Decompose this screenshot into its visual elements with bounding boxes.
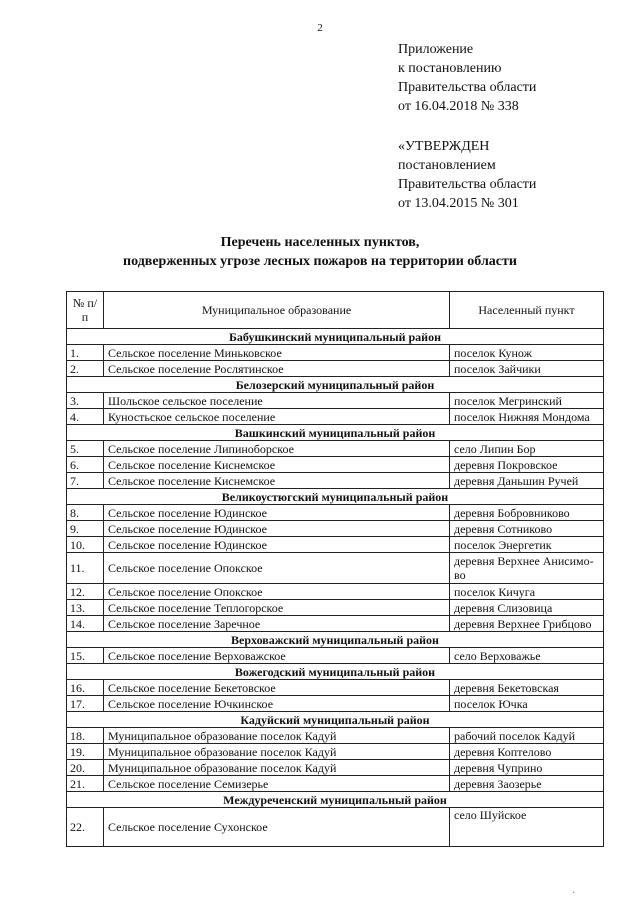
row-settlement: деревня Заозерье <box>450 776 604 792</box>
table-row <box>67 584 604 600</box>
row-municipality: Сельское поселение Ючкинское <box>104 696 450 712</box>
table-row <box>67 409 604 425</box>
row-settlement: поселок Зайчики <box>450 361 604 377</box>
district-row <box>67 632 604 648</box>
row-num: 19. <box>67 744 104 760</box>
row-settlement: деревня Чуприно <box>450 760 604 776</box>
row-municipality: Сельское поселение Рослятинское <box>104 361 450 377</box>
district-name: Вожегодский муниципальный район <box>67 664 604 680</box>
row-settlement: деревня Верхнее Анисимо-во <box>450 553 604 584</box>
row-num: 9. <box>67 521 104 537</box>
row-municipality: Сельское поселение Теплогорское <box>104 600 450 616</box>
district-row <box>67 712 604 728</box>
approval-block <box>398 137 536 213</box>
row-settlement: деревня Верхнее Грибцово <box>450 616 604 632</box>
title-line: Перечень населенных пунктов, <box>220 235 420 250</box>
district-row <box>67 664 604 680</box>
district-name: Белозерский муниципальный район <box>67 377 604 393</box>
header-settlement: Населенный пункт <box>450 292 604 329</box>
document-title <box>0 233 640 271</box>
table-header-row <box>67 292 604 329</box>
approval-line: постановлением <box>398 158 496 173</box>
row-municipality: Сельское поселение Юдинское <box>104 537 450 553</box>
row-settlement: деревня Бобровниково <box>450 505 604 521</box>
row-settlement: деревня Слизовица <box>450 600 604 616</box>
row-municipality: Шольское сельское поселение <box>104 393 450 409</box>
page-number: 2 <box>317 22 323 34</box>
row-municipality: Куностьское сельское поселение <box>104 409 450 425</box>
appendix-line: от 16.04.2018 № 338 <box>398 99 519 114</box>
district-name: Кадуйский муниципальный район <box>67 712 604 728</box>
row-num: 12. <box>67 584 104 600</box>
appendix-line: к постановлению <box>398 61 502 76</box>
district-row <box>67 489 604 505</box>
table-row <box>67 521 604 537</box>
row-num: 14. <box>67 616 104 632</box>
row-num: 11. <box>67 553 104 584</box>
district-name: Бабушкинский муниципальный район <box>67 329 604 345</box>
row-municipality: Сельское поселение Сухонское <box>104 808 450 847</box>
row-num: 6. <box>67 457 104 473</box>
row-settlement: поселок Кунож <box>450 345 604 361</box>
row-municipality: Сельское поселение Юдинское <box>104 505 450 521</box>
row-num: 5. <box>67 441 104 457</box>
table-row <box>67 441 604 457</box>
district-name: Междуреченский муниципальный район <box>67 792 604 808</box>
table-row <box>67 616 604 632</box>
row-settlement: поселок Мегринский <box>450 393 604 409</box>
table-row <box>67 537 604 553</box>
approval-line: от 13.04.2015 № 301 <box>398 196 519 211</box>
row-num: 18. <box>67 728 104 744</box>
row-num: 13. <box>67 600 104 616</box>
row-municipality: Сельское поселение Липиноборское <box>104 441 450 457</box>
row-settlement: поселок Нижняя Мондома <box>450 409 604 425</box>
table-row <box>67 680 604 696</box>
settlements-table <box>66 291 604 847</box>
row-num: 15. <box>67 648 104 664</box>
row-num: 22. <box>67 808 104 847</box>
appendix-block <box>398 40 536 116</box>
row-municipality: Сельское поселение Киснемское <box>104 457 450 473</box>
appendix-line: Правительства области <box>398 80 537 95</box>
header-num: № п/п <box>67 292 104 329</box>
row-municipality: Сельское поселение Опокское <box>104 553 450 584</box>
row-num: 1. <box>67 345 104 361</box>
row-municipality: Муниципальное образование поселок Кадуй <box>104 760 450 776</box>
table-row <box>67 776 604 792</box>
row-municipality: Сельское поселение Семизерье <box>104 776 450 792</box>
row-municipality: Сельское поселение Миньковское <box>104 345 450 361</box>
row-settlement: село Липин Бор <box>450 441 604 457</box>
district-name: Верховажский муниципальный район <box>67 632 604 648</box>
row-municipality: Сельское поселение Бекетовское <box>104 680 450 696</box>
title-line: подверженных угрозе лесных пожаров на территории области <box>123 254 517 269</box>
district-row <box>67 329 604 345</box>
approval-line: «УТВЕРЖДЕН <box>398 139 490 154</box>
row-settlement: село Верховажье <box>450 648 604 664</box>
row-municipality: Сельское поселение Юдинское <box>104 521 450 537</box>
table-row <box>67 760 604 776</box>
row-settlement: поселок Ючка <box>450 696 604 712</box>
table-row <box>67 457 604 473</box>
row-num: 16. <box>67 680 104 696</box>
approval-line: Правительства области <box>398 177 537 192</box>
row-num: 7. <box>67 473 104 489</box>
scan-mark: · <box>572 888 576 899</box>
row-settlement: деревня Бекетовская <box>450 680 604 696</box>
row-num: 17. <box>67 696 104 712</box>
district-name: Великоустюгский муниципальный район <box>67 489 604 505</box>
row-settlement: поселок Энергетик <box>450 537 604 553</box>
table-row <box>67 728 604 744</box>
table-row <box>67 505 604 521</box>
table-row <box>67 473 604 489</box>
row-municipality: Муниципальное образование поселок Кадуй <box>104 728 450 744</box>
row-num: 8. <box>67 505 104 521</box>
row-num: 21. <box>67 776 104 792</box>
row-settlement: поселок Кичуга <box>450 584 604 600</box>
row-municipality: Муниципальное образование поселок Кадуй <box>104 744 450 760</box>
row-settlement: рабочий поселок Кадуй <box>450 728 604 744</box>
row-settlement: деревня Даньшин Ручей <box>450 473 604 489</box>
row-num: 2. <box>67 361 104 377</box>
table-row <box>67 696 604 712</box>
row-num: 20. <box>67 760 104 776</box>
header-municipality: Муниципальное образование <box>104 292 450 329</box>
table-row <box>67 361 604 377</box>
row-municipality: Сельское поселение Верховажское <box>104 648 450 664</box>
appendix-line: Приложение <box>398 42 474 57</box>
row-settlement: деревня Покровское <box>450 457 604 473</box>
row-num: 3. <box>67 393 104 409</box>
row-municipality: Сельское поселение Опокское <box>104 584 450 600</box>
row-municipality: Сельское поселение Заречное <box>104 616 450 632</box>
district-row <box>67 425 604 441</box>
row-num: 10. <box>67 537 104 553</box>
district-name: Вашкинский муниципальный район <box>67 425 604 441</box>
table-row <box>67 600 604 616</box>
row-num: 4. <box>67 409 104 425</box>
row-municipality: Сельское поселение Киснемское <box>104 473 450 489</box>
table-row <box>67 553 604 584</box>
district-row <box>67 792 604 808</box>
table-row <box>67 393 604 409</box>
table-row <box>67 345 604 361</box>
table-row <box>67 648 604 664</box>
row-settlement: село Шуйское <box>450 808 604 847</box>
district-row <box>67 377 604 393</box>
row-settlement: деревня Коптелово <box>450 744 604 760</box>
table-row <box>67 744 604 760</box>
row-settlement: деревня Сотниково <box>450 521 604 537</box>
table-row <box>67 808 604 847</box>
